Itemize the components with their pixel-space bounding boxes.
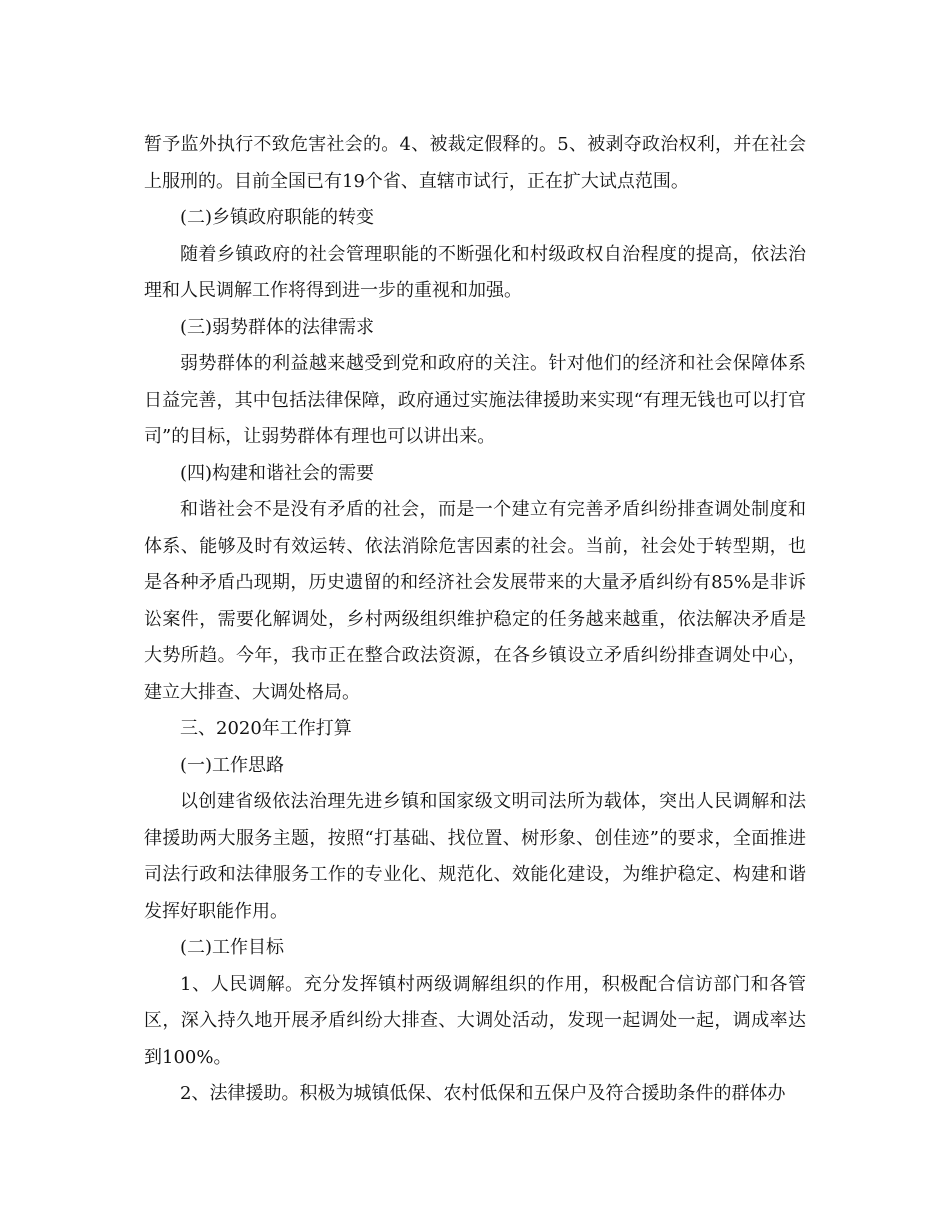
heading-harmonious-society: (四)构建和谐社会的需要: [180, 462, 375, 484]
paragraph-harmonious-society: 和谐社会不是没有矛盾的社会，而是一个建立有完善矛盾纠纷排查调处制度和体系、能够及时有效运转、依法消除危害因素的社会。当前，社会处于转型期，也是各种矛盾凸现期，历史遗留的和经济社会发展带来的大量矛盾纠纷有85%是非诉讼案件，需要化解调处，乡村两级组织维护稳定的任务越来越重，依法解决矛盾是大势所趋。今年，我市正在整合政法资源，在各乡镇设立矛盾纠纷排查调处中心，建立大排查、大调处格局。: [144, 499, 806, 703]
paragraph-sentencing-conditions: 暂予监外执行不致危害社会的。4、被裁定假释的。5、被剥夺政治权利，并在社会上服刑的。目前全国已有19个省、直辖市试行，正在扩大试点范围。: [144, 134, 806, 192]
heading-work-goals: (二)工作目标: [180, 937, 285, 958]
paragraph-vulnerable-groups: 弱势群体的利益越来越受到党和政府的关注。针对他们的经济和社会保障体系日益完善，其中包括法律保障，政府通过实施法律援助来实现“有理无钱也可以打官司”的目标，让弱势群体有理也可以讲出来。: [144, 353, 806, 447]
document-body: [144, 127, 806, 1113]
heading-vulnerable-groups: (三)弱势群体的法律需求: [180, 316, 375, 338]
heading-work-plan: 三、2020年工作打算: [180, 718, 352, 739]
paragraph-legal-aid: 2、法律援助。积极为城镇低保、农村低保和五保户及符合援助条件的群体办: [180, 1083, 786, 1104]
paragraph-work-approach: 以创建省级依法治理先进乡镇和国家级文明司法所为载体，突出人民调解和法律援助两大服务主题，按照“打基础、找位置、树形象、创佳迹”的要求，全面推进司法行政和法律服务工作的专业化、规范化、效能化建设，为维护稳定、构建和谐发挥好职能作用。: [144, 791, 806, 922]
paragraph-township-government: 随着乡镇政府的社会管理职能的不断强化和村级政权自治程度的提高，依法治理和人民调解工作将得到进一步的重视和加强。: [144, 243, 806, 301]
paragraph-people-mediation: 1、人民调解。充分发挥镇村两级调解组织的作用，积极配合信访部门和各管区，深入持久地开展矛盾纠纷大排查、大调处活动，发现一起调处一起，调成率达到100%。: [144, 973, 806, 1068]
heading-township-government: (二)乡镇政府职能的转变: [180, 207, 375, 228]
heading-work-approach: (一)工作思路: [180, 754, 285, 776]
